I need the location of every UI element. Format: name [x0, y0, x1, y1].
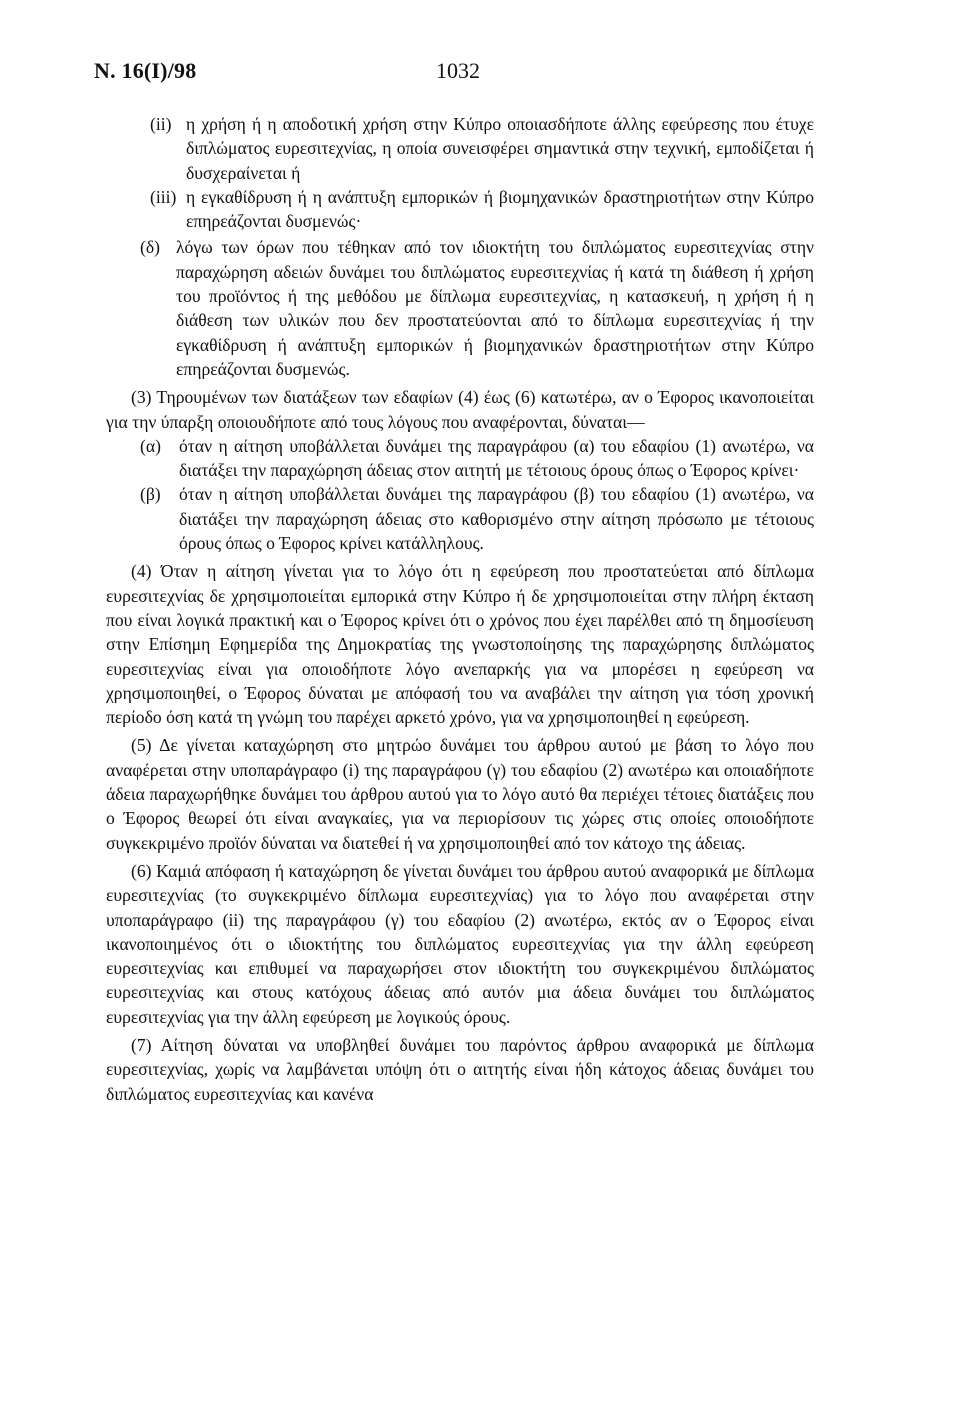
clause-label: (iii): [150, 186, 177, 207]
clause-ii: [106, 112, 814, 185]
clause-label: (δ): [140, 237, 161, 258]
clause-label: (α): [140, 435, 161, 456]
paragraph-6: (6) Καμιά απόφαση ή καταχώρηση δε γίνεται δυνάμει του άρθρου αυτού αναφορικά με δίπλωμα ευρεσιτεχνίας (το συγκεκριμένο δίπλωμα ευρεσιτεχνίας) για το λόγο που αναφέρεται στην υποπαράγραφο (ii) της παραγράφου (γ) του εδαφίου (2) ανωτέρω, εκτός αν ο Έφορος είναι ικανοποιημένος ότι ο ιδιοκτήτης του διπλώματος ευρεσιτεχνίας για την άλλη εφεύρεση ευρεσιτεχνίας και επιθυμεί να παραχωρήσει στον ιδιοκτήτη του συγκεκριμένου διπλώματος ευρεσιτεχνίας και στους κατόχους άδειας από αυτόν μια άδεια δυνάμει του διπλώματος ευρεσιτεχνίας για την άλλη εφεύρεση με λογικούς όρους.: [106, 860, 814, 1027]
clause-text: όταν η αίτηση υποβάλλεται δυνάμει της παραγράφου (β) του εδαφίου (1) ανωτέρω, να διατάξει την παραχώρηση άδειας στο καθορισμένο στην αίτηση πρόσωπο με τέτοιους όρους όπως ο Έφορος κρίνει κατάλληλους.: [179, 484, 814, 554]
clause-text: η εγκαθίδρυση ή η ανάπτυξη εμπορικών ή βιομηχανικών δραστηριοτήτων στην Κύπρο επηρεάζονται δυσμενώς·: [186, 186, 814, 232]
paragraph-4: (4) Όταν η αίτηση γίνεται για το λόγο ότι η εφεύρεση που προστατεύεται από δίπλωμα ευρεσιτεχνίας δε χρησιμοποιείται εμπορικά στην Κύπρο ή δε χρησιμοποιείται στην πλήρη έκταση που είναι λογικά πρακτική και ο Έφορος κρίνει ότι ο χρόνος που έχει παρέλθει από τη δημοσίευση στην Επίσημη Εφημερίδα της Δημοκρατίας της γνωστοποίησης της παραχώρησης διπλώματος ευρεσιτεχνίας είναι για οποιοδήποτε λόγο ανεπαρκής για να μπορέσει η εφεύρεση να χρησιμοποιηθεί, ο Έφορος δύναται με απόφασή του να αναβάλει την αίτηση για τόση χρονική περίοδο όση κατά τη γνώμη του παρέχει αρκετό χρόνο, για να χρησιμοποιηθεί η εφεύρεση.: [106, 561, 814, 728]
clause-iii: [106, 185, 814, 234]
clause-beta: [106, 482, 814, 555]
paragraph-3-intro: (3) Τηρουμένων των διατάξεων των εδαφίων (4) έως (6) κατωτέρω, αν ο Έφορος ικανοποιείται για την ύπαρξη οποιουδήποτε από τους λόγους που αναφέρονται, δύναται—: [106, 387, 814, 432]
paragraph-5: (5) Δε γίνεται καταχώρηση στο μητρώο δυνάμει του άρθρου αυτού με βάση το λόγο που αναφέρεται στην υποπαράγραφο (i) της παραγράφου (γ) του εδαφίου (2) ανωτέρω και οποιαδήποτε άδεια παραχωρήθηκε δυνάμει του άρθρου αυτού για το λόγο αυτό θα περιέχει τέτοιες διατάξεις που ο Έφορος θεωρεί ότι είναι αναγκαίες, για να περιορίσουν τις χώρες στις οποίες οποιοδήποτε συγκεκριμένο προϊόν δύναται να διατεθεί ή να χρησιμοποιηθεί από τον κάτοχο της άδειας.: [106, 735, 814, 853]
clause-delta: [106, 235, 814, 381]
body-text: [106, 112, 814, 1106]
law-number: Ν. 16(Ι)/98: [94, 58, 197, 83]
paragraph-7: (7) Αίτηση δύναται να υποβληθεί δυνάμει του παρόντος άρθρου αναφορικά με δίπλωμα ευρεσιτεχνίας, χωρίς να λαμβάνεται υπόψη ότι ο αιτητής είναι ήδη κάτοχος άδειας δυνάμει του διπλώματος ευρεσιτεχνίας και κανένα: [106, 1034, 814, 1104]
clause-text: λόγω των όρων που τέθηκαν από τον ιδιοκτήτη του διπλώματος ευρεσιτεχνίας στην παραχώρηση αδειών δυνάμει του διπλώματος ευρεσιτεχνίας ή κατά τη διάθεση ή χρήση του προϊόντος ή της μεθόδου με δίπλωμα ευρεσιτεχνίας, η κατασκευή, η χρήση ή η διάθεση των υλικών που δεν προστατεύονται από το δίπλωμα ευρεσιτεχνίας ή την εγκαθίδρυση ή ανάπτυξη εμπορικών ή βιομηχανικών δραστηριοτήτων στην Κύπρο επηρεάζονται δυσμενώς.: [176, 237, 814, 379]
clause-alpha: [106, 434, 814, 483]
clause-label: (ii): [150, 114, 172, 134]
clause-label: (β): [140, 484, 161, 505]
clause-text: η χρήση ή η αποδοτική χρήση στην Κύπρο οποιασδήποτε άλλης εφεύρεσης που έτυχε διπλώματος ευρεσιτεχνίας, η οποία συνεισφέρει σημαντικά στην τεχνική, εμποδίζεται ή δυσχεραίνεται ή: [186, 114, 814, 183]
page-number: 1032: [436, 58, 480, 83]
page-header: [94, 58, 874, 90]
clause-text: όταν η αίτηση υποβάλλεται δυνάμει της παραγράφου (α) του εδαφίου (1) ανωτέρω, να διατάξει την παραχώρηση άδειας στον αιτητή με τέτοιους όρους όπως ο Έφορος κρίνει·: [179, 435, 814, 481]
